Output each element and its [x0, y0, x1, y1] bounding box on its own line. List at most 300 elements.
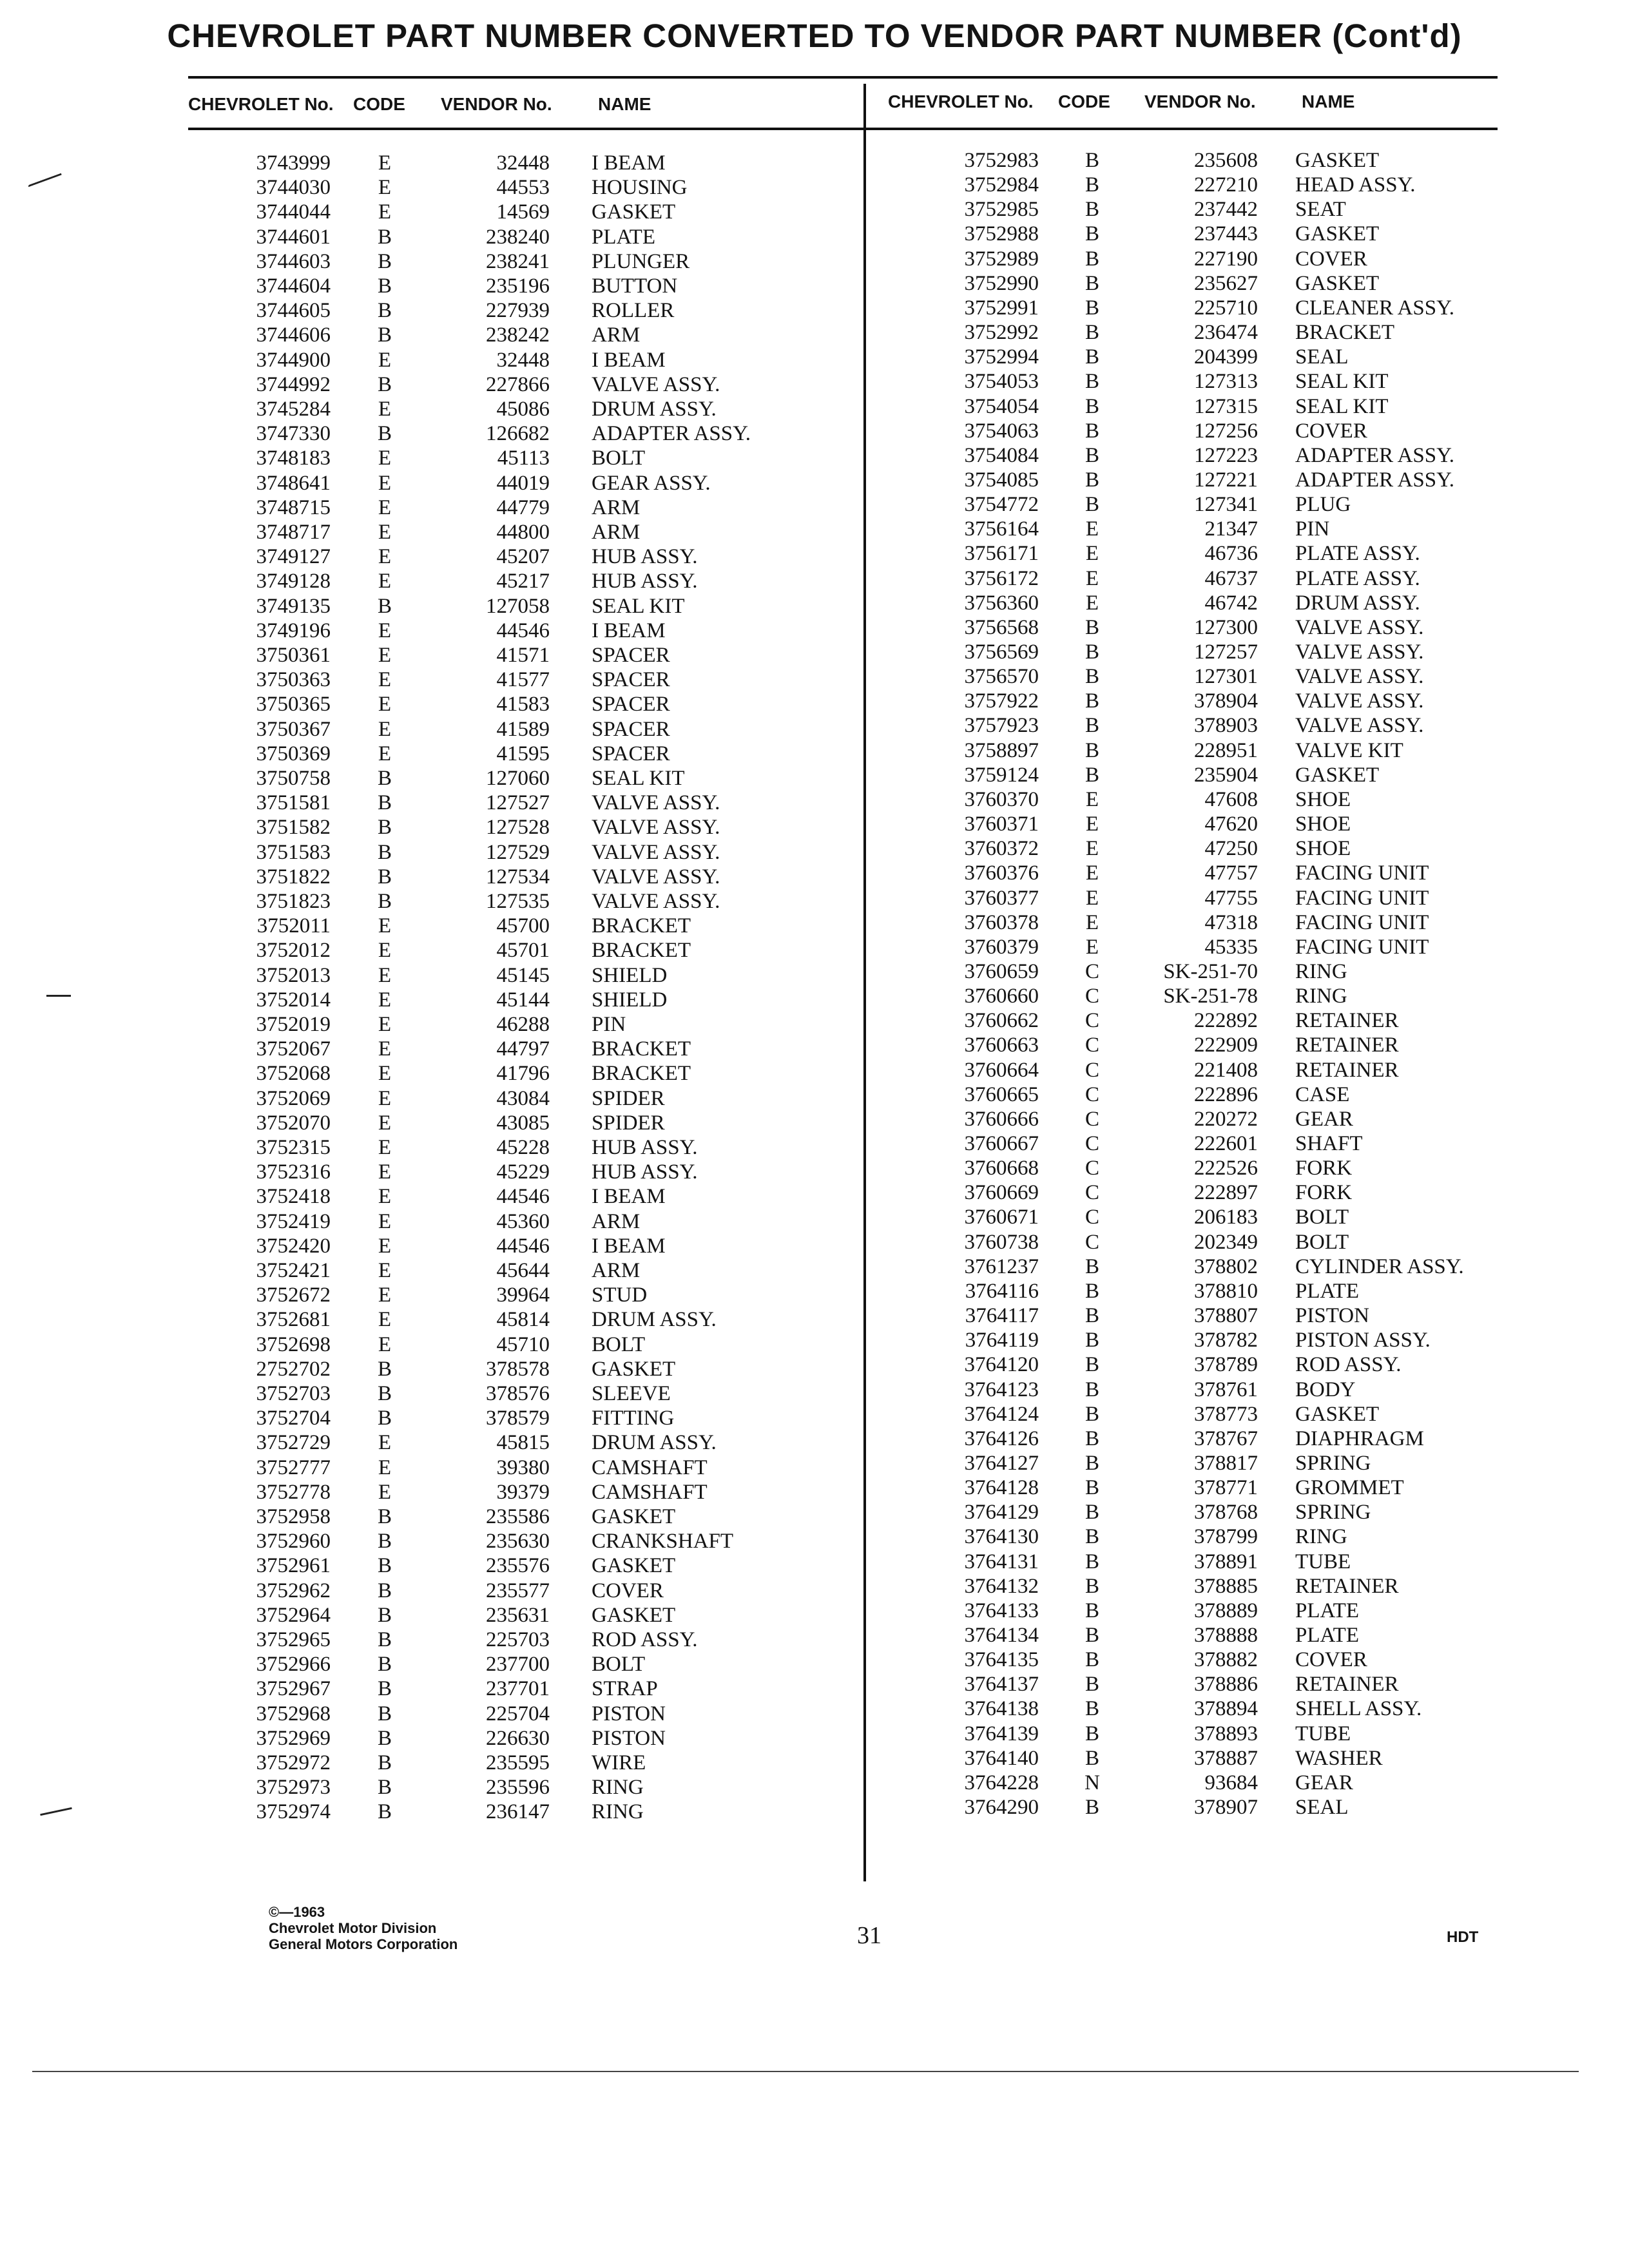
vendor-no: 47755: [1204, 886, 1258, 910]
vendor-no: 220272: [1194, 1107, 1258, 1131]
code: E: [378, 1283, 392, 1307]
code: C: [1084, 1082, 1099, 1106]
part-name: BRACKET: [592, 1062, 691, 1086]
chevrolet-no: 3752988: [964, 222, 1039, 246]
code: E: [1085, 542, 1099, 566]
part-name: FACING UNIT: [1295, 861, 1429, 885]
part-name: TUBE: [1295, 1550, 1351, 1573]
chevrolet-no: 3760659: [964, 959, 1039, 983]
code: B: [377, 1407, 392, 1430]
vendor-no: 227190: [1194, 247, 1258, 271]
chevrolet-no: 3764123: [964, 1378, 1039, 1401]
vendor-no: 41583: [496, 693, 550, 716]
part-name: BRACKET: [592, 939, 691, 963]
part-name: CLEANER ASSY.: [1295, 296, 1454, 320]
part-name: GROMMET: [1295, 1476, 1404, 1500]
copyright-text: ©—1963: [269, 1904, 325, 1920]
vendor-no: 378578: [486, 1357, 550, 1381]
part-name: SHOE: [1295, 787, 1351, 811]
part-name: PLATE: [1295, 1624, 1359, 1647]
vendor-no: 47608: [1204, 787, 1258, 811]
part-name: FACING UNIT: [1295, 886, 1429, 910]
vendor-no: 127223: [1194, 443, 1258, 467]
vendor-no: 222896: [1194, 1082, 1258, 1106]
part-name: PIN: [1295, 517, 1330, 541]
part-name: VALVE ASSY.: [1295, 665, 1424, 689]
part-name: PISTON: [592, 1702, 666, 1725]
chevrolet-no: 3745284: [256, 398, 331, 421]
code: B: [1084, 763, 1099, 787]
footer-code: HDT: [1447, 1928, 1479, 1946]
part-name: PLATE ASSY.: [1295, 542, 1420, 566]
part-name: HUB ASSY.: [592, 545, 698, 569]
chevrolet-no: 3756570: [964, 665, 1039, 689]
vendor-no: 44797: [496, 1037, 550, 1061]
chevrolet-no: 3752972: [256, 1751, 331, 1774]
chevrolet-no: 3752014: [256, 988, 331, 1012]
chevrolet-no: 3752962: [256, 1579, 331, 1602]
vendor-no: 44800: [496, 521, 550, 544]
vendor-no: 225703: [486, 1628, 550, 1651]
vendor-no: 43084: [496, 1086, 550, 1110]
chevrolet-no: 3752777: [256, 1456, 331, 1479]
vendor-no: 41571: [496, 644, 550, 667]
code: B: [1084, 1378, 1099, 1401]
vendor-no: 127534: [486, 865, 550, 889]
code: E: [378, 1013, 392, 1036]
vendor-no: 222897: [1194, 1181, 1258, 1205]
code: B: [1084, 1254, 1099, 1278]
chevrolet-no: 3752011: [256, 914, 331, 938]
part-name: SEAL: [1295, 345, 1349, 369]
part-name: SHAFT: [1295, 1132, 1363, 1155]
chevrolet-no: 3760671: [964, 1206, 1039, 1229]
chevrolet-no: 3752960: [256, 1530, 331, 1553]
code: B: [377, 1677, 392, 1701]
chevrolet-no: 3748715: [256, 495, 331, 519]
vendor-no: 127060: [486, 767, 550, 790]
part-name: HOUSING: [592, 176, 688, 200]
chevrolet-no: 3748717: [256, 521, 331, 544]
chevrolet-no: 3752964: [256, 1603, 331, 1627]
chevrolet-no: 3754063: [964, 419, 1039, 443]
code: B: [377, 1776, 392, 1800]
code: C: [1084, 1181, 1099, 1205]
vendor-no: 378771: [1194, 1476, 1258, 1500]
chevrolet-no: 3760660: [964, 985, 1039, 1008]
chevrolet-no: 3752968: [256, 1702, 331, 1725]
code: E: [378, 693, 392, 716]
chevrolet-no: 3744603: [256, 249, 331, 273]
chevrolet-no: 3751581: [256, 791, 331, 815]
part-name: ARM: [592, 1259, 641, 1282]
part-name: PLUG: [1295, 493, 1351, 517]
vendor-no: 378761: [1194, 1378, 1258, 1401]
part-name: CYLINDER ASSY.: [1295, 1254, 1464, 1278]
chevrolet-no: 3744601: [256, 225, 331, 249]
chevrolet-no: 3752012: [256, 939, 331, 963]
vendor-no: 206183: [1194, 1206, 1258, 1229]
chevrolet-no: 3744606: [256, 323, 331, 347]
code: E: [378, 1480, 392, 1504]
vendor-no: 378817: [1194, 1451, 1258, 1475]
part-name: SPACER: [592, 717, 670, 741]
part-name: COVER: [1295, 419, 1367, 443]
vendor-no: 45701: [496, 939, 550, 963]
vendor-no: 378773: [1194, 1402, 1258, 1426]
code: E: [378, 521, 392, 544]
part-name: CRANKSHAFT: [592, 1530, 734, 1553]
vendor-no: 378767: [1194, 1427, 1258, 1450]
code: B: [377, 1357, 392, 1381]
part-name: RETAINER: [1295, 1673, 1399, 1696]
chevrolet-no: 3764120: [964, 1353, 1039, 1377]
chevrolet-no: 3760378: [964, 910, 1039, 934]
code: B: [377, 1628, 392, 1651]
vendor-no: 378904: [1194, 689, 1258, 713]
part-name: CAMSHAFT: [592, 1456, 708, 1479]
chevrolet-no: 3752418: [256, 1185, 331, 1209]
vendor-no: 43085: [496, 1111, 550, 1135]
vendor-no: 127315: [1194, 394, 1258, 418]
part-name: STUD: [592, 1283, 648, 1307]
vendor-no: 46737: [1204, 566, 1258, 590]
vendor-no: 46736: [1204, 542, 1258, 566]
vendor-no: 44019: [496, 471, 550, 495]
part-name: BOLT: [1295, 1230, 1349, 1254]
code: E: [378, 1431, 392, 1455]
part-name: RETAINER: [1295, 1574, 1399, 1598]
part-name: SPRING: [1295, 1501, 1371, 1524]
vendor-no: 93684: [1204, 1771, 1258, 1794]
vendor-no: 45710: [496, 1332, 550, 1356]
chevrolet-no: 3764133: [964, 1599, 1039, 1622]
chevrolet-no: 3752703: [256, 1382, 331, 1405]
code: B: [377, 1800, 392, 1824]
chevrolet-no: 3752969: [256, 1726, 331, 1750]
part-name: ADAPTER ASSY.: [592, 422, 751, 446]
code: B: [377, 1530, 392, 1553]
vendor-no: 222526: [1194, 1157, 1258, 1180]
code: C: [1084, 1107, 1099, 1131]
code: E: [1085, 566, 1099, 590]
margin-mark: [28, 173, 62, 187]
code: B: [1084, 443, 1099, 467]
part-name: VALVE ASSY.: [1295, 640, 1424, 664]
chevrolet-no: 3752070: [256, 1111, 331, 1135]
vendor-no: 235608: [1194, 149, 1258, 172]
part-name: RING: [592, 1776, 644, 1800]
part-name: FACING UNIT: [1295, 935, 1429, 959]
vendor-no: 225710: [1194, 296, 1258, 320]
code: E: [378, 348, 392, 372]
part-name: PLATE: [1295, 1599, 1359, 1622]
chevrolet-no: 3749127: [256, 545, 331, 569]
chevrolet-no: 3751583: [256, 840, 331, 864]
chevrolet-no: 3752966: [256, 1653, 331, 1677]
vendor-no: 127341: [1194, 493, 1258, 517]
part-name: GASKET: [1295, 271, 1380, 295]
part-name: PLUNGER: [592, 249, 690, 273]
part-name: HUB ASSY.: [592, 1160, 698, 1184]
code: B: [1084, 149, 1099, 172]
part-name: VALVE ASSY.: [592, 840, 720, 864]
vendor-no: 47757: [1204, 861, 1258, 885]
code: B: [377, 1653, 392, 1677]
vendor-no: 46288: [496, 1013, 550, 1036]
part-name: SPACER: [592, 644, 670, 667]
part-name: PLATE ASSY.: [1295, 566, 1420, 590]
code: B: [1084, 321, 1099, 345]
part-name: ROD ASSY.: [1295, 1353, 1402, 1377]
part-name: SHIELD: [592, 988, 668, 1012]
chevrolet-no: 3752420: [256, 1234, 331, 1258]
vendor-no: 238240: [486, 225, 550, 249]
chevrolet-no: 3752068: [256, 1062, 331, 1086]
code: B: [377, 1382, 392, 1405]
code: E: [378, 1308, 392, 1332]
vendor-no: 378579: [486, 1407, 550, 1430]
part-name: BRACKET: [1295, 321, 1395, 345]
code: E: [1085, 812, 1099, 836]
vendor-no: 235631: [486, 1603, 550, 1627]
code: B: [377, 249, 392, 273]
header-rule: [188, 128, 1498, 130]
chevrolet-no: 3752985: [964, 198, 1039, 222]
part-name: GEAR: [1295, 1107, 1353, 1131]
vendor-no: 39964: [496, 1283, 550, 1307]
part-name: HEAD ASSY.: [1295, 173, 1416, 197]
part-name: SLEEVE: [592, 1382, 671, 1405]
part-name: FORK: [1295, 1181, 1353, 1205]
code: E: [378, 1185, 392, 1209]
vendor-no: 45113: [497, 447, 550, 470]
chevrolet-no: 3752019: [256, 1013, 331, 1036]
part-name: DRUM ASSY.: [1295, 591, 1420, 615]
vendor-no: 378888: [1194, 1624, 1258, 1647]
vendor-no: 45335: [1204, 935, 1258, 959]
vendor-no: 44553: [496, 176, 550, 200]
chevrolet-no: 3764135: [964, 1648, 1039, 1672]
chevrolet-no: 3752013: [256, 963, 331, 987]
chevrolet-no: 3744605: [256, 299, 331, 323]
vendor-no: 227210: [1194, 173, 1258, 197]
code: B: [377, 767, 392, 790]
vendor-no: 127535: [486, 890, 550, 913]
part-name: BOLT: [592, 1332, 646, 1356]
chevrolet-no: 3752315: [256, 1136, 331, 1159]
code: E: [378, 495, 392, 519]
part-name: WASHER: [1295, 1746, 1383, 1770]
part-name: BOLT: [592, 447, 646, 470]
code: B: [1084, 615, 1099, 639]
vendor-no: 222909: [1194, 1033, 1258, 1057]
chevrolet-no: 3752067: [256, 1037, 331, 1061]
part-name: ROD ASSY.: [592, 1628, 698, 1651]
code: B: [377, 1603, 392, 1627]
chevrolet-no: 3760664: [964, 1058, 1039, 1082]
vendor-no: 127300: [1194, 615, 1258, 639]
code: E: [378, 717, 392, 741]
code: C: [1084, 1132, 1099, 1155]
code: B: [1084, 345, 1099, 369]
vendor-no: 235196: [486, 274, 550, 298]
code: E: [378, 545, 392, 569]
chevrolet-no: 3748641: [256, 471, 331, 495]
code: E: [378, 1332, 392, 1356]
vendor-no: 127313: [1194, 370, 1258, 394]
chevrolet-no: 3754085: [964, 468, 1039, 492]
part-name: ARM: [592, 323, 641, 347]
chevrolet-no: 3764290: [964, 1796, 1039, 1820]
code: E: [378, 398, 392, 421]
part-name: SPIDER: [592, 1111, 665, 1135]
vendor-no: 378889: [1194, 1599, 1258, 1622]
chevrolet-no: 3760667: [964, 1132, 1039, 1155]
chevrolet-no: 3758897: [964, 738, 1039, 762]
code: B: [1084, 640, 1099, 664]
vendor-no: 127257: [1194, 640, 1258, 664]
vendor-no: 127529: [486, 840, 550, 864]
code: E: [378, 1111, 392, 1135]
vendor-no: 237701: [486, 1677, 550, 1701]
vendor-no: 235577: [486, 1579, 550, 1602]
part-name: SPACER: [592, 742, 670, 765]
corporation-text: General Motors Corporation: [269, 1936, 458, 1952]
chevrolet-no: 3754053: [964, 370, 1039, 394]
vendor-no: 46742: [1204, 591, 1258, 615]
vendor-no: 127527: [486, 791, 550, 815]
chevrolet-no: 3752698: [256, 1332, 331, 1356]
part-name: PLATE: [1295, 1279, 1359, 1303]
code: B: [1084, 1304, 1099, 1328]
vendor-no: 32448: [496, 151, 550, 175]
chevrolet-no: 3751823: [256, 890, 331, 913]
part-name: SEAT: [1295, 198, 1346, 222]
vendor-no: 378782: [1194, 1329, 1258, 1352]
code: E: [378, 1259, 392, 1282]
chevrolet-no: 3752961: [256, 1554, 331, 1578]
code: B: [1084, 468, 1099, 492]
code: E: [378, 1209, 392, 1233]
vendor-no: 47250: [1204, 837, 1258, 861]
part-name: SEAL KIT: [592, 767, 685, 790]
part-name: GASKET: [1295, 149, 1380, 172]
part-name: DRUM ASSY.: [592, 1308, 717, 1332]
vendor-no: 378885: [1194, 1574, 1258, 1598]
part-name: ARM: [592, 1209, 641, 1233]
vendor-no: 45815: [496, 1431, 550, 1455]
vendor-no: 235627: [1194, 271, 1258, 295]
chevrolet-no: 3764228: [964, 1771, 1039, 1794]
part-name: PIN: [592, 1013, 626, 1036]
part-name: BODY: [1295, 1378, 1356, 1401]
code: E: [378, 570, 392, 593]
chevrolet-no: 3752681: [256, 1308, 331, 1332]
vendor-no: 378802: [1194, 1254, 1258, 1278]
part-name: COVER: [1295, 247, 1367, 271]
code: B: [377, 1554, 392, 1578]
vendor-no: 378768: [1194, 1501, 1258, 1524]
vendor-no: 221408: [1194, 1058, 1258, 1082]
chevrolet-no: 3764126: [964, 1427, 1039, 1450]
code: E: [378, 988, 392, 1012]
chevrolet-no: 3764139: [964, 1722, 1039, 1745]
chevrolet-no: 3748183: [256, 447, 331, 470]
footer-copyright: [269, 1904, 458, 1952]
part-name: HUB ASSY.: [592, 570, 698, 593]
part-name: ARM: [592, 521, 641, 544]
chevrolet-no: 3744044: [256, 200, 331, 224]
chevrolet-no: 3752965: [256, 1628, 331, 1651]
code: E: [378, 1234, 392, 1258]
part-name: BRACKET: [592, 914, 691, 938]
part-name: DRUM ASSY.: [592, 1431, 717, 1455]
part-name: VALVE ASSY.: [1295, 615, 1424, 639]
part-name: GASKET: [592, 1505, 676, 1528]
code: B: [377, 299, 392, 323]
bottom-rule: [32, 2071, 1579, 2072]
chevrolet-no: 3754084: [964, 443, 1039, 467]
part-name: I BEAM: [592, 348, 666, 372]
part-name: ADAPTER ASSY.: [1295, 443, 1454, 467]
part-name: CAMSHAFT: [592, 1480, 708, 1504]
code: C: [1084, 1230, 1099, 1254]
code: B: [1084, 1402, 1099, 1426]
code: B: [1084, 271, 1099, 295]
code: B: [377, 791, 392, 815]
chevrolet-no: 3760663: [964, 1033, 1039, 1057]
code: B: [377, 840, 392, 864]
part-name: BUTTON: [592, 274, 678, 298]
part-name: SHELL ASSY.: [1295, 1697, 1422, 1721]
vendor-no: 202349: [1194, 1230, 1258, 1254]
division-text: Chevrolet Motor Division: [269, 1920, 437, 1936]
code: E: [378, 1160, 392, 1184]
vendor-no: 126682: [486, 422, 550, 446]
part-name: VALVE KIT: [1295, 738, 1403, 762]
part-name: RING: [1295, 959, 1347, 983]
code: E: [1085, 861, 1099, 885]
vendor-no: 235595: [486, 1751, 550, 1774]
vendor-no: 45700: [496, 914, 550, 938]
chevrolet-no: 3764129: [964, 1501, 1039, 1524]
chevrolet-no: 3752672: [256, 1283, 331, 1307]
vendor-no: 235596: [486, 1776, 550, 1800]
chevrolet-no: 3752958: [256, 1505, 331, 1528]
part-name: BOLT: [1295, 1206, 1349, 1229]
chevrolet-no: 3744900: [256, 348, 331, 372]
chevrolet-no: 3754772: [964, 493, 1039, 517]
vendor-no: 235576: [486, 1554, 550, 1578]
vendor-no: 236147: [486, 1800, 550, 1824]
part-name: FITTING: [592, 1407, 675, 1430]
chevrolet-no: 3764128: [964, 1476, 1039, 1500]
vendor-no: 127301: [1194, 665, 1258, 689]
chevrolet-no: 3760668: [964, 1157, 1039, 1180]
vendor-no: 45814: [496, 1308, 550, 1332]
vendor-no: 45144: [496, 988, 550, 1012]
part-name: RING: [1295, 1525, 1347, 1549]
part-name: RING: [592, 1800, 644, 1824]
header-vendor-no-right: VENDOR No.: [1144, 91, 1256, 111]
code: E: [378, 742, 392, 765]
code: E: [378, 668, 392, 692]
code: B: [377, 274, 392, 298]
code: B: [1084, 1550, 1099, 1573]
code: E: [378, 914, 392, 938]
chevrolet-no: 3756171: [964, 542, 1039, 566]
